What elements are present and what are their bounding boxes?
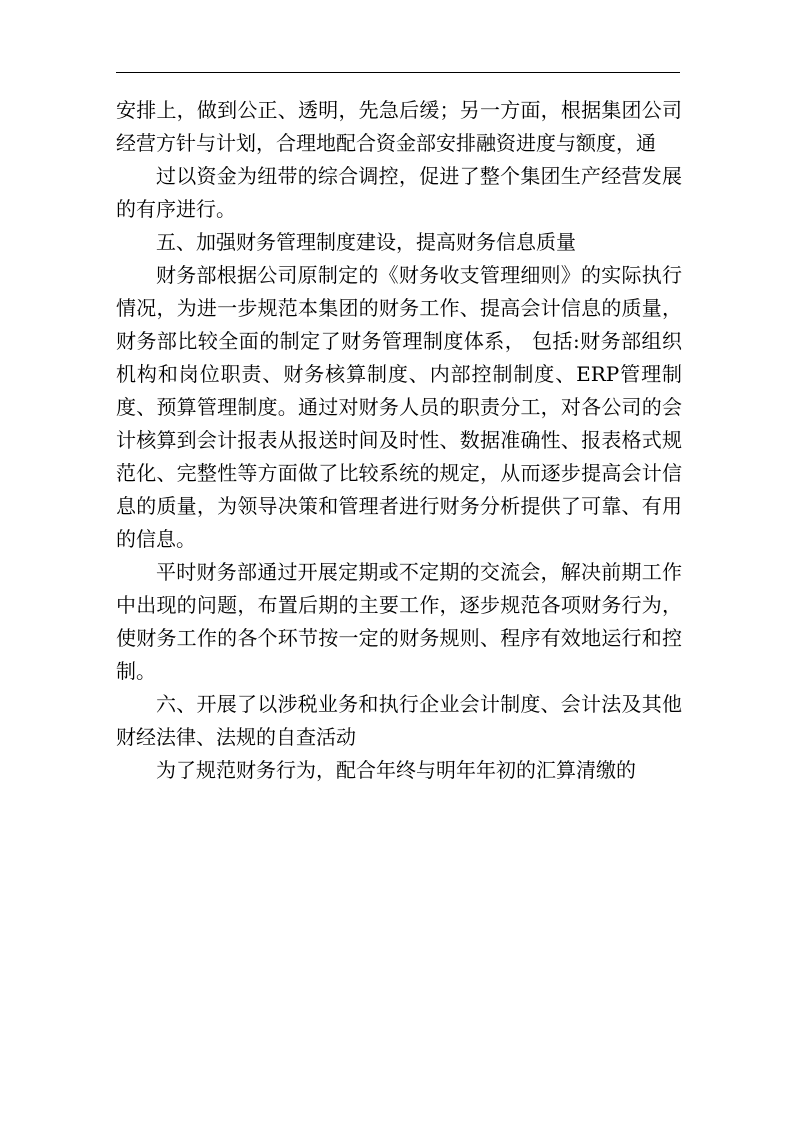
header-rule bbox=[116, 72, 680, 73]
paragraph-finance-system: 财务部根据公司原制定的《财务收支管理细则》的实际执行情况，为进一步规范本集团的财务工作、提高会计信息的质量，财务部比较全面的制定了财务管理制度体系， 包括:财务部组织机构和岗位职责、财务核算制度、内部控制制度、ERP管理制度、预算管理制度。通过对财务人员的职责分工，对各公司的会计核算到会计报表从报送时间及时性、数据准确性、报表格式规范化、完整性等方面做了比较系统的规定，从而逐步提高会计信息的质量，为领导决策和管理者进行财务分析提供了可靠、有用的信息。 bbox=[116, 263, 682, 551]
paragraph-continued: 安排上，做到公正、透明，先急后缓；另一方面，根据集团公司经营方针与计划，合理地配合资金部安排融资进度与额度，通 bbox=[116, 98, 682, 155]
section-heading-six: 六、开展了以涉税业务和执行企业会计制度、会计法及其他财经法律、法规的自查活动 bbox=[116, 692, 682, 749]
paragraph-exchange-meetings: 平时财务部通过开展定期或不定期的交流会，解决前期工作中出现的问题，布置后期的主要工作，逐步规范各项财务行为，使财务工作的各个环节按一定的财务规则、程序有效地运行和控制。 bbox=[116, 560, 682, 683]
section-heading-five: 五、加强财务管理制度建设，提高财务信息质量 bbox=[156, 230, 576, 254]
paragraph-tax-audit: 为了规范财务行为，配合年终与明年年初的汇算清缴的 bbox=[156, 758, 636, 782]
paragraph-funds-control: 过以资金为纽带的综合调控，促进了整个集团生产经营发展的有序进行。 bbox=[116, 164, 682, 221]
document-body bbox=[116, 94, 682, 787]
